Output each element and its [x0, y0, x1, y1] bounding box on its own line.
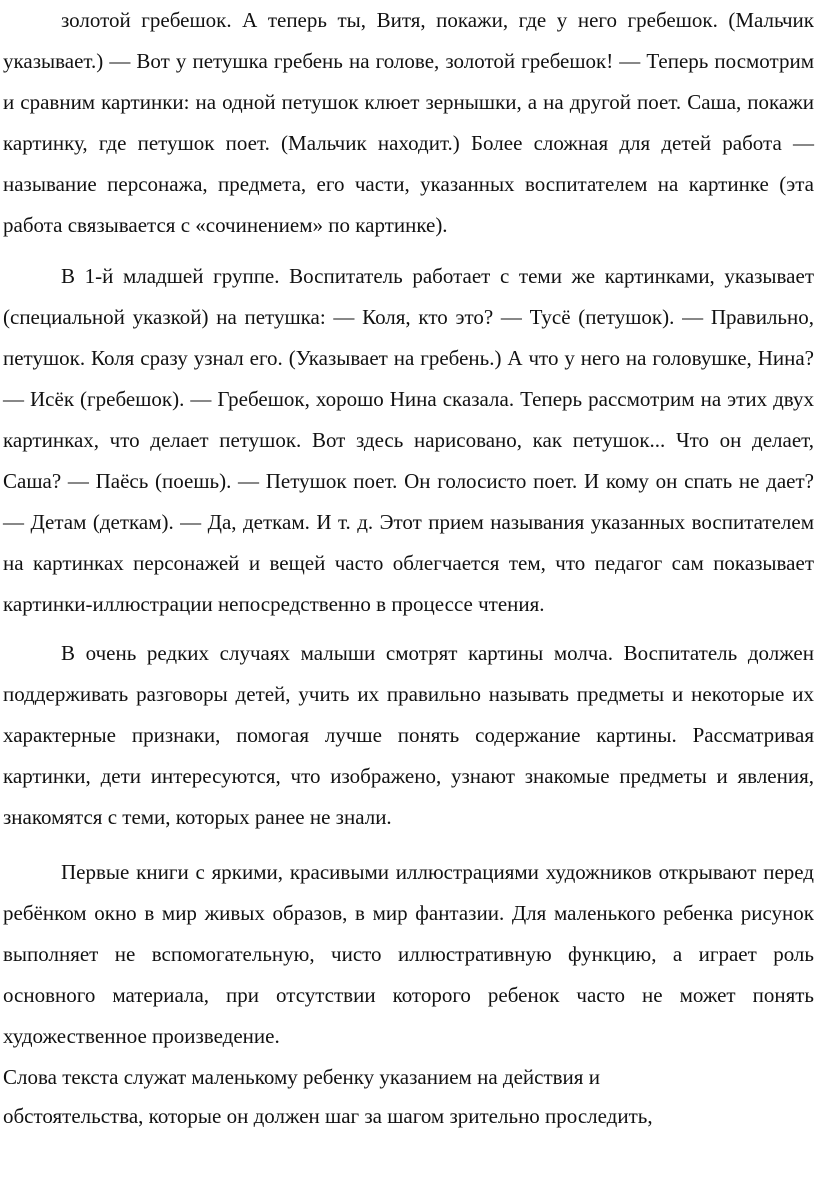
paragraph-continued: золотой гребешок. А теперь ты, Витя, покажи, где у него гребешок. (Мальчик указывает.) — Вот у петушка гребень на голове, золотой гребешок! — Теперь посмотрим и сравним картинки: на одной петушок клюет зернышки, а на другой поет. Саша, покажи картинку, где петушок поет. (Мальчик находит.) Более сложная для детей работа — называние персонажа, предмета, его части, указанных воспитателем на картинке (эта работа связывается с «сочинением» по картинке).	[3, 8, 814, 237]
paragraph-looking-at-pictures: В очень редких случаях малыши смотрят картины молча. Воспитатель должен поддерживать разговоры детей, учить их правильно называть предметы и некоторые их характерные признаки, помогая лучше понять содержание картины. Рассматривая картинки, дети интересуются, что изображено, узнают знакомые предметы и явления, знакомятся с теми, которых ранее не знали.	[3, 641, 814, 829]
paragraph-first-books: Первые книги с яркими, красивыми иллюстрациями художников открывают перед ребёнком окно в мир живых образов, в мир фантазии. Для маленького ребенка рисунок выполняет не вспомогательную, чисто иллюстративную функцию, а играет роль основного материала, при отсутствии которого ребенок часто не может понять художественное произведение.	[3, 860, 814, 1048]
paragraph-text-words-line-2: обстоятельства, которые он должен шаг за шагом зрительно проследить,	[3, 1104, 653, 1128]
paragraph-text-words-line-1: Слова текста служат маленькому ребенку указанием на действия и	[3, 1065, 600, 1089]
paragraph-junior-group: В 1-й младшей группе. Воспитатель работает с теми же картинками, указывает (специальной указкой) на петушка: — Коля, кто это? — Тусё (петушок). — Правильно, петушок. Коля сразу узнал его. (Указывает на гребень.) А что у него на головушке, Нина? — Исёк (гребешок). — Гребешок, хорошо Нина сказала. Теперь рассмотрим на этих двух картинках, что делает петушок. Вот здесь нарисовано, как петушок... Что он делает, Саша? — Паёсь (поешь). — Петушок поет. Он голосисто поет. И кому он спать не дает? — Детам (деткам). — Да, деткам. И т. д. Этот прием называния указанных воспитателем на картинках персонажей и вещей часто облегчается тем, что педагог сам показывает картинки-иллюстрации непосредственно в процессе чтения.	[3, 264, 814, 616]
